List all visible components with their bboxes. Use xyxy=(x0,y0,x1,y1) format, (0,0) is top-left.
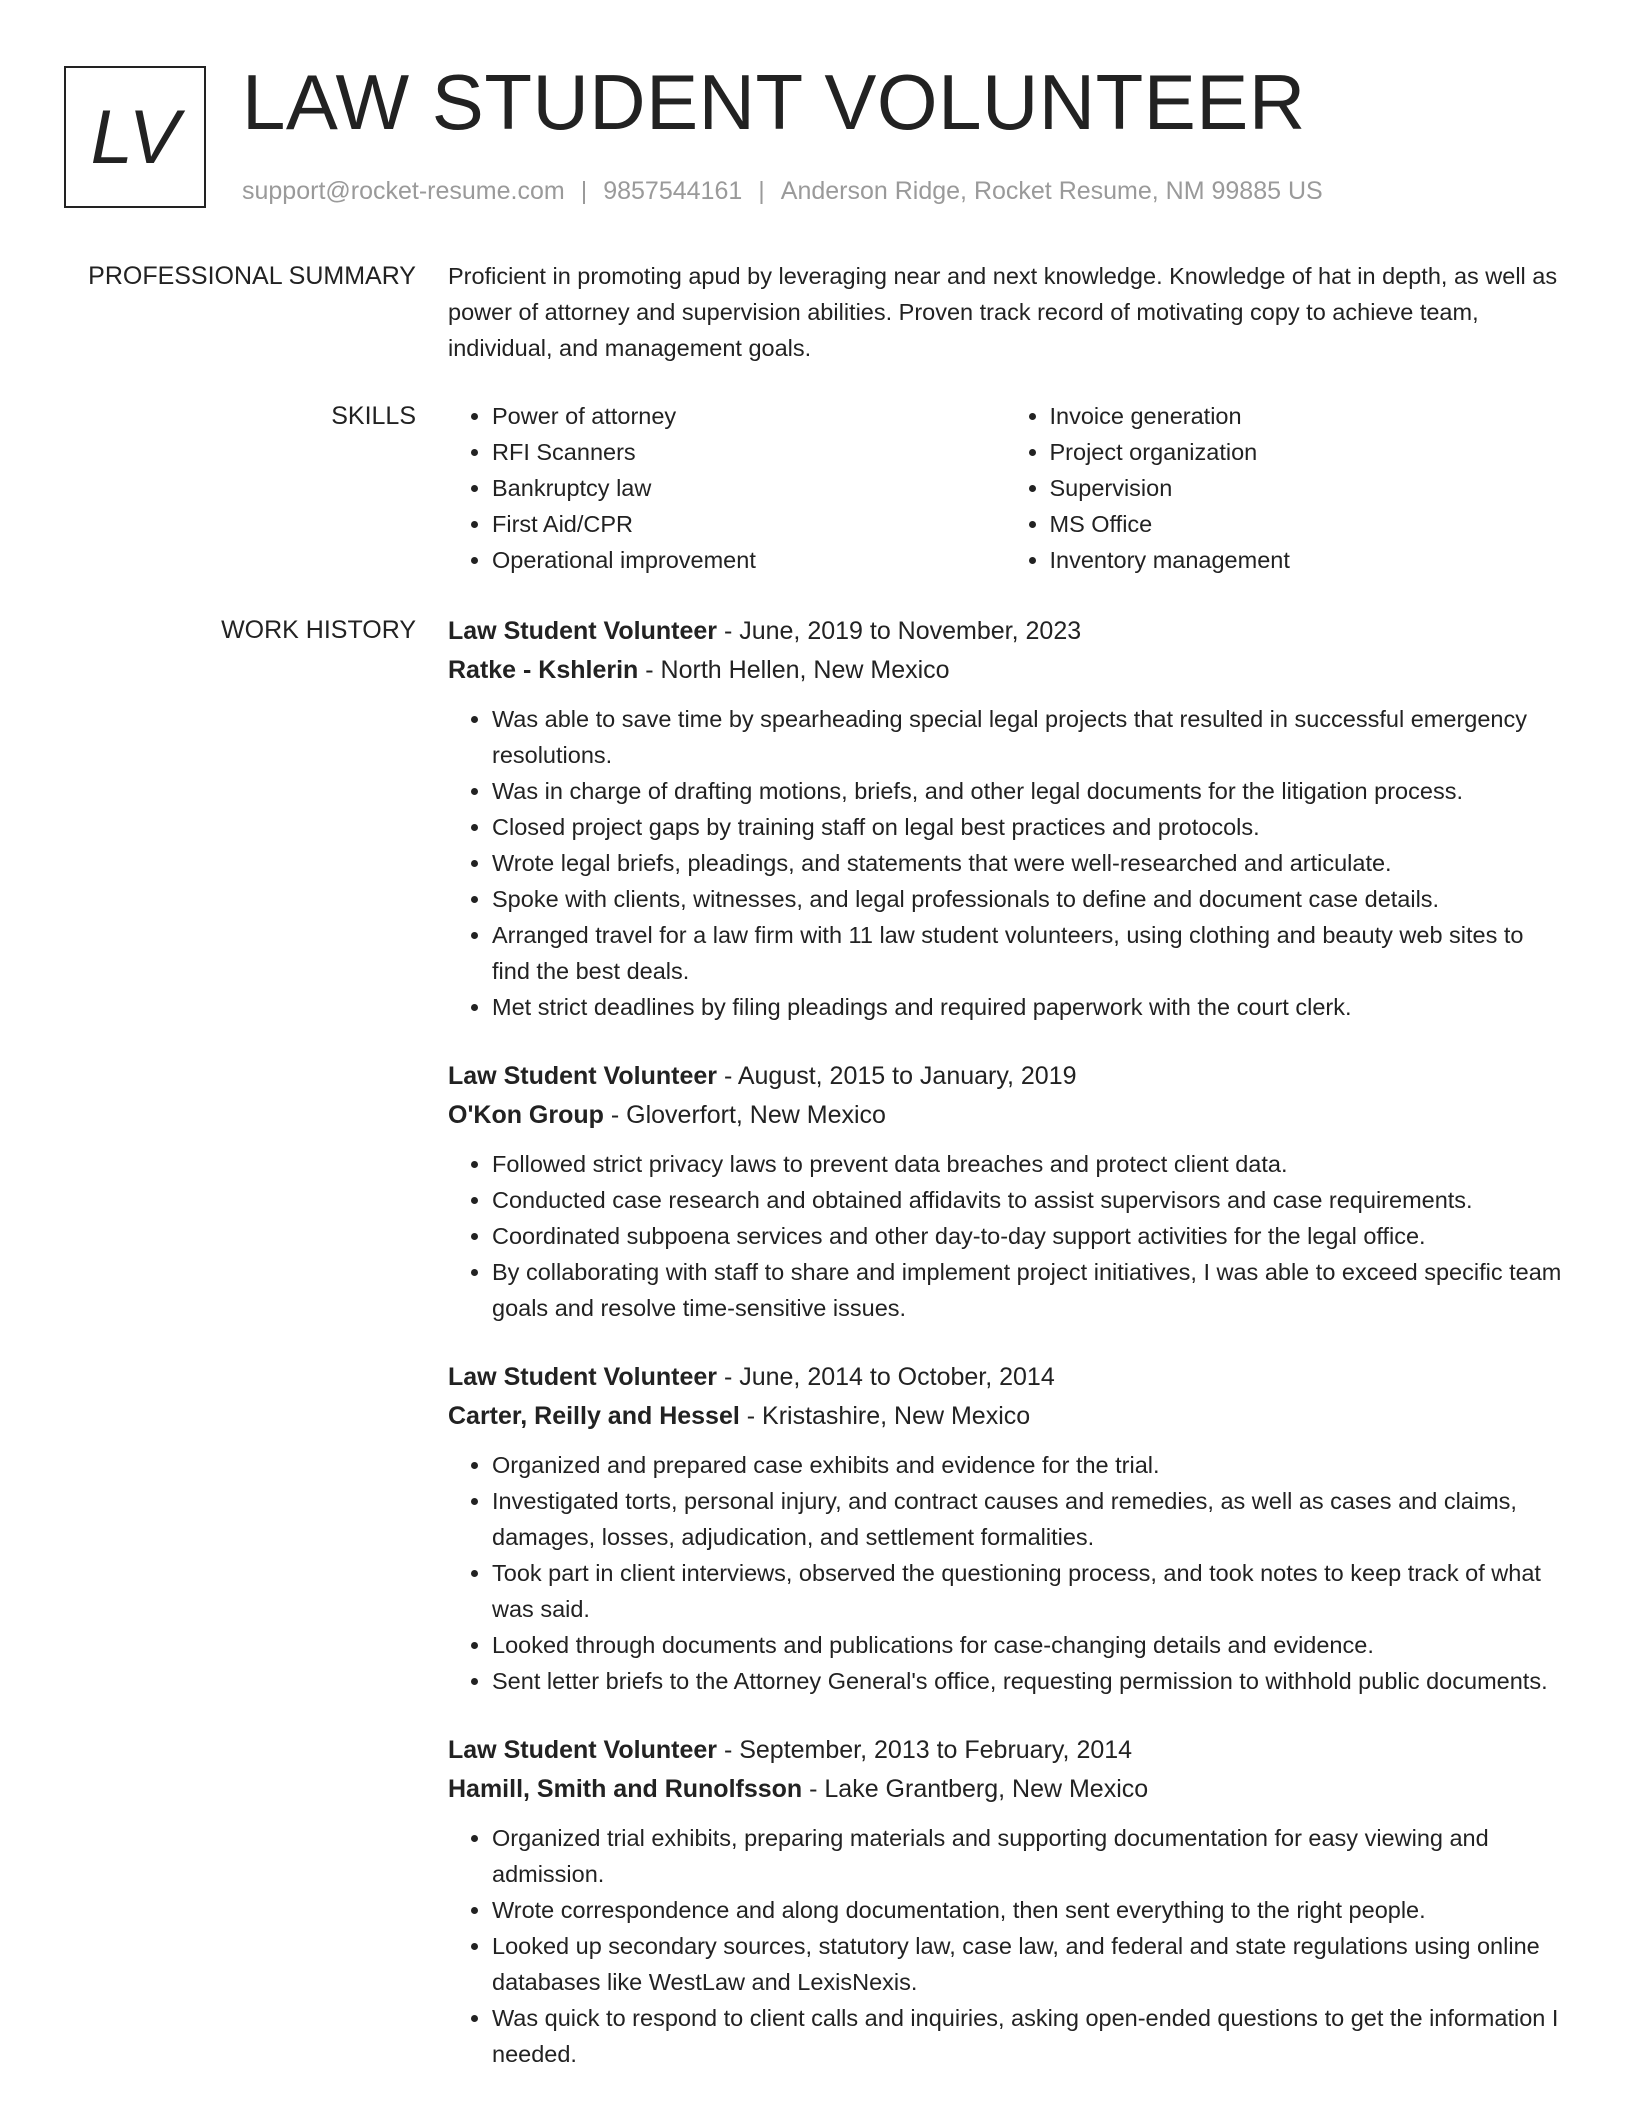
skills-list-right xyxy=(1006,398,1564,578)
job-location: - Kristashire, New Mexico xyxy=(739,1402,1031,1430)
section-label-work-history: WORK HISTORY xyxy=(221,616,416,644)
job-entry xyxy=(448,612,1563,1025)
job-location: - North Hellen, New Mexico xyxy=(638,656,950,684)
summary-text: Proficient in promoting apud by leveraging near and next knowledge. Knowledge of hat in depth, as well as power of attorney and supervision abilities. Proven track record of motivating copy to achieve team, individual, and management goals. xyxy=(448,263,1558,361)
job-location: - Gloverfort, New Mexico xyxy=(603,1101,886,1129)
job-company: Carter, Reilly and Hessel xyxy=(448,1402,740,1430)
job-entry xyxy=(448,1057,1563,1326)
job-title-line xyxy=(448,1358,1563,1397)
job-dates: - September, 2013 to February, 2014 xyxy=(717,1736,1133,1764)
skill-item: • Inventory management xyxy=(1050,542,1564,578)
job-company-line xyxy=(448,1770,1563,1809)
job-bullet: • Met strict deadlines by filing pleadings and required paperwork with the court clerk. xyxy=(492,989,1563,1025)
job-bullet: • Followed strict privacy laws to prevent data breaches and protect client data. xyxy=(492,1146,1563,1182)
skill-item: • Supervision xyxy=(1050,470,1564,506)
job-bullet: • Organized trial exhibits, preparing materials and supporting documentation for easy viewing and admission. xyxy=(492,1820,1563,1892)
job-entry xyxy=(448,1731,1563,2072)
skill-item: • MS Office xyxy=(1050,506,1564,542)
job-company-line xyxy=(448,1397,1563,1436)
email-text: support@rocket-resume.com xyxy=(242,177,565,205)
job-bullet: • Arranged travel for a law firm with 11 law student volunteers, using clothing and beauty web sites to find the best deals. xyxy=(492,917,1563,989)
job-bullet: • Took part in client interviews, observed the questioning process, and took notes to keep track of what was said. xyxy=(492,1555,1563,1627)
job-company-line xyxy=(448,1096,1563,1135)
job-bullet: • Looked through documents and publications for case-changing details and evidence. xyxy=(492,1627,1563,1663)
skills-list-left xyxy=(448,398,1006,578)
monogram-logo: LV xyxy=(64,66,206,208)
separator: | xyxy=(758,177,765,205)
job-bullets xyxy=(448,1820,1563,2072)
job-bullet: • Looked up secondary sources, statutory law, case law, and federal and state regulations using online databases like WestLaw and LexisNexis. xyxy=(492,1928,1563,2000)
page-title: LAW STUDENT VOLUNTEER xyxy=(242,58,1306,146)
job-company: O'Kon Group xyxy=(448,1101,604,1129)
address-text: Anderson Ridge, Rocket Resume, NM 99885 US xyxy=(780,177,1323,205)
job-title-line xyxy=(448,612,1563,651)
job-bullet: • Conducted case research and obtained affidavits to assist supervisors and case requirements. xyxy=(492,1182,1563,1218)
job-entry xyxy=(448,1358,1563,1699)
section-label-summary: PROFESSIONAL SUMMARY xyxy=(88,262,416,290)
job-bullets xyxy=(448,701,1563,1025)
job-bullet: • Wrote correspondence and along documentation, then sent everything to the right people. xyxy=(492,1892,1563,1928)
job-bullet: • Wrote legal briefs, pleadings, and statements that were well-researched and articulate. xyxy=(492,845,1563,881)
contact-line xyxy=(242,176,1323,206)
job-dates: - August, 2015 to January, 2019 xyxy=(717,1062,1077,1090)
job-title-line xyxy=(448,1057,1563,1096)
skill-item: • Operational improvement xyxy=(492,542,1006,578)
skill-item: • RFI Scanners xyxy=(492,434,1006,470)
job-bullet: • Was able to save time by spearheading special legal projects that resulted in successful emergency resolutions. xyxy=(492,701,1563,773)
job-bullet: • Organized and prepared case exhibits and evidence for the trial. xyxy=(492,1447,1563,1483)
section-label-skills: SKILLS xyxy=(331,402,416,430)
job-bullet: • Spoke with clients, witnesses, and legal professionals to define and document case details. xyxy=(492,881,1563,917)
separator: | xyxy=(580,177,588,205)
job-bullet: • Coordinated subpoena services and other day-to-day support activities for the legal office. xyxy=(492,1218,1563,1254)
skill-item: • Invoice generation xyxy=(1050,398,1564,434)
skill-item: • First Aid/CPR xyxy=(492,506,1006,542)
job-dates: - June, 2019 to November, 2023 xyxy=(717,617,1082,645)
job-bullet: • Was in charge of drafting motions, briefs, and other legal documents for the litigation process. xyxy=(492,773,1563,809)
job-bullet: • Investigated torts, personal injury, and contract causes and remedies, as well as cases and claims, damages, losses, adjudication, and settlement formalities. xyxy=(492,1483,1563,1555)
job-bullet: • Was quick to respond to client calls and inquiries, asking open-ended questions to get the information I needed. xyxy=(492,2000,1563,2072)
job-title-line xyxy=(448,1731,1563,1770)
job-bullet: • Sent letter briefs to the Attorney General's office, requesting permission to withhold public documents. xyxy=(492,1663,1563,1699)
job-title: Law Student Volunteer xyxy=(448,1736,717,1764)
job-bullets xyxy=(448,1447,1563,1699)
phone-text: 9857544161 xyxy=(603,177,743,205)
skill-item: • Project organization xyxy=(1050,434,1564,470)
job-company: Ratke - Kshlerin xyxy=(448,656,639,684)
job-company: Hamill, Smith and Runolfsson xyxy=(448,1775,803,1803)
job-title: Law Student Volunteer xyxy=(448,1363,717,1391)
job-bullet: • By collaborating with staff to share and implement project initiatives, I was able to exceed specific team goals and resolve time-sensitive issues. xyxy=(492,1254,1563,1326)
job-title: Law Student Volunteer xyxy=(448,1062,717,1090)
skill-item: • Bankruptcy law xyxy=(492,470,1006,506)
job-title: Law Student Volunteer xyxy=(448,617,717,645)
job-bullet: • Closed project gaps by training staff on legal best practices and protocols. xyxy=(492,809,1563,845)
job-location: - Lake Grantberg, New Mexico xyxy=(802,1775,1149,1803)
job-bullets xyxy=(448,1146,1563,1326)
job-company-line xyxy=(448,651,1563,690)
job-dates: - June, 2014 to October, 2014 xyxy=(717,1363,1055,1391)
skill-item: • Power of attorney xyxy=(492,398,1006,434)
